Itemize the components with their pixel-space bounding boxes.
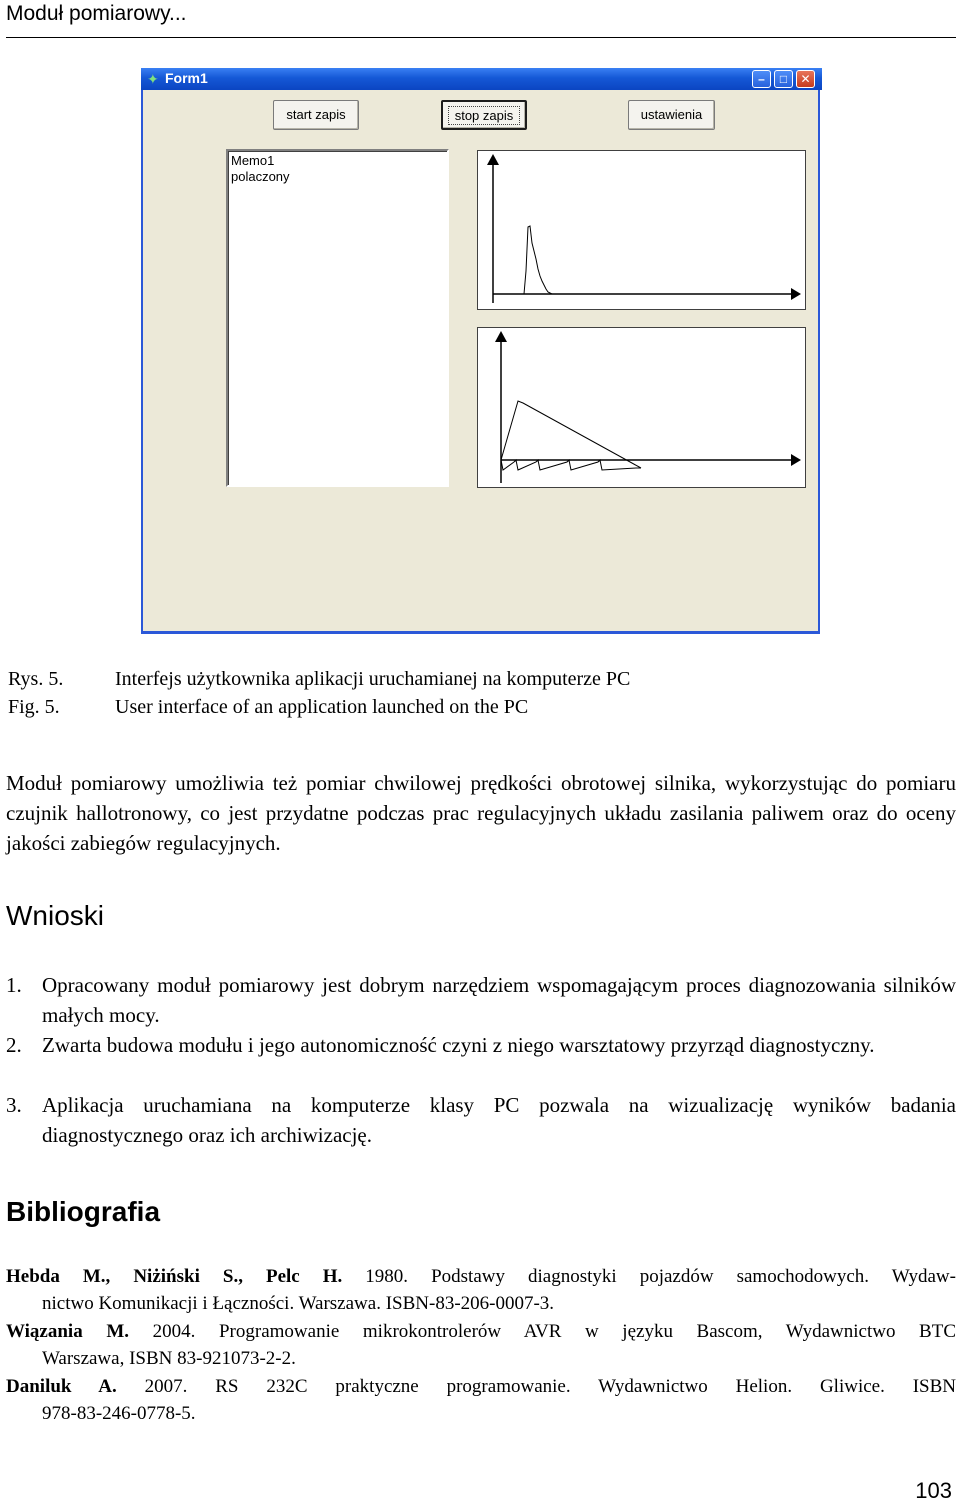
bibliography-heading: Bibliografia (6, 1196, 161, 1227)
ref-authors: Hebda M., Niżiński S., Pelc H. (6, 1266, 343, 1287)
signal-trace (524, 226, 552, 294)
conclusion-text: Zwarta budowa modułu i jego autonomiczność czyni z niego warsztatowy przyrząd diagnostyczny. (42, 1033, 875, 1057)
conclusion-item (6, 1090, 956, 1150)
header-rule (6, 37, 956, 38)
ref-details: 2007. RS 232C praktyczne programowanie. Wydawnictwo Helion. Gliwice. ISBN (116, 1376, 957, 1397)
signal-plot-bottom-canvas (478, 328, 805, 487)
ref-details-continued: nictwo Komunikacji i Łączności. Warszawa. ISBN-83-206-0007-3. (42, 1293, 555, 1314)
conclusion-number: 1. (6, 973, 22, 997)
x-axis-arrow-icon (791, 288, 801, 300)
title-bar[interactable] (141, 68, 822, 90)
conclusion-number: 3. (6, 1093, 22, 1117)
close-icon: ✕ (800, 72, 811, 86)
figure-caption (8, 665, 630, 721)
ref-details-continued: Warszawa, ISBN 83-921073-2-2. (42, 1348, 296, 1369)
y-axis-arrow-icon (487, 154, 499, 165)
conclusion-text: Opracowany moduł pomiarowy jest dobrym narzędziem wspomagającym proces diagnozowania silników małych mocy. (42, 973, 956, 1027)
caption-label-pl: Rys. 5. (8, 668, 64, 690)
ref-details: 2004. Programowanie mikrokontrolerów AVR w języku Bascom, Wydawnictwo BTC (129, 1321, 956, 1342)
bibliography-entry (6, 1318, 956, 1372)
stop-recording-label: stop zapis (448, 106, 521, 125)
signal-pulses (501, 460, 641, 470)
ref-authors: Wiązania M. (6, 1321, 130, 1342)
minimize-icon: – (758, 72, 765, 86)
caption-text-en: User interface of an application launched on the PC (115, 696, 529, 718)
conclusion-item (6, 1030, 956, 1060)
y-axis-arrow-icon (495, 331, 507, 342)
conclusion-item (6, 970, 956, 1030)
ref-details-continued: 978-83-246-0778-5. (42, 1403, 196, 1424)
settings-button[interactable]: ustawienia (628, 100, 715, 130)
memo-log[interactable] (226, 149, 449, 487)
bibliography-entry (6, 1373, 956, 1427)
running-head: Moduł pomiarowy... (6, 2, 187, 25)
signal-plot-top (477, 150, 806, 310)
close-button[interactable] (796, 70, 815, 88)
maximize-icon: □ (779, 72, 788, 86)
bibliography-entry (6, 1263, 956, 1317)
maximize-button[interactable] (774, 70, 793, 88)
body-paragraph: Moduł pomiarowy umożliwia też pomiar chwilowej prędkości obrotowej silnika, wykorzystując do pomiaru czujnik hallotronowy, co jest przydatne podczas prac regulacyjnych układu zasilania paliwem oraz do oceny jakości zabiegów regulacyjnych. (6, 771, 956, 855)
x-axis-arrow-icon (791, 454, 801, 466)
stop-recording-button[interactable] (441, 100, 527, 130)
memo-line: polaczony (231, 169, 290, 184)
conclusions-heading: Wnioski (6, 900, 105, 931)
signal-plot-bottom (477, 327, 806, 488)
ref-authors: Daniluk A. (6, 1376, 117, 1397)
conclusion-text: Aplikacja uruchamiana na komputerze klasy PC pozwala na wizualizację wyników badania diagnostycznego oraz ich archiwizację. (42, 1093, 956, 1147)
app-icon: ✦ (147, 71, 159, 87)
memo-line: Memo1 (231, 153, 275, 168)
window-title: Form1 (165, 70, 208, 86)
conclusion-number: 2. (6, 1033, 22, 1057)
ref-details: 1980. Podstawy diagnostyki pojazdów samochodowych. Wydaw- (342, 1266, 956, 1287)
page-number: 103 (915, 1478, 952, 1503)
caption-label-en: Fig. 5. (8, 696, 60, 718)
signal-plot-top-canvas (478, 151, 805, 309)
start-recording-button[interactable]: start zapis (273, 100, 359, 130)
minimize-button[interactable] (752, 70, 771, 88)
signal-envelope (501, 401, 641, 468)
caption-text-pl: Interfejs użytkownika aplikacji uruchamianej na komputerze PC (115, 668, 631, 690)
